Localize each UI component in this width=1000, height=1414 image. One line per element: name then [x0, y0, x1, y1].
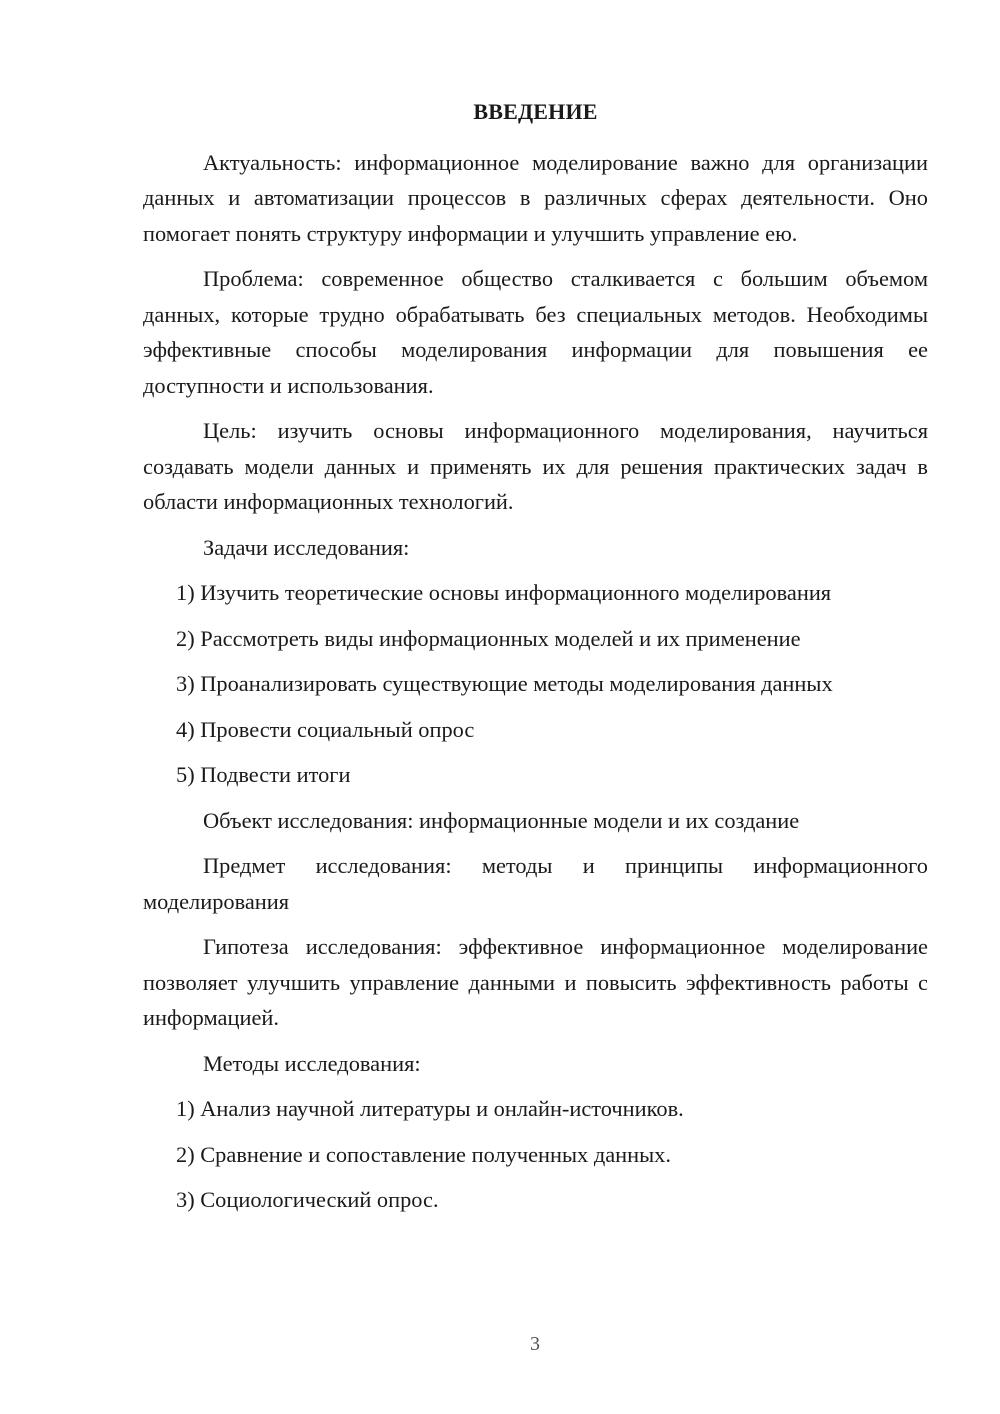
problem-paragraph: Проблема: современное общество сталкивается с большим объемом данных, которые трудно обрабатывать без специальных методов. Необходимы эффективные способы моделирования информации для повышения ее доступности и использования.	[143, 266, 928, 398]
page-number: 3	[530, 1333, 540, 1355]
page-title: ВВЕДЕНИЕ	[473, 99, 598, 124]
hypothesis-paragraph: Гипотеза исследования: эффективное информационное моделирование позволяет улучшить управление данными и повысить эффективность работы с информацией.	[143, 934, 928, 1030]
relevance-paragraph: Актуальность: информационное моделирование важно для организации данных и автоматизации процессов в различных сферах деятельности. Оно помогает понять структуру информации и улучшить управление ею.	[143, 149, 928, 246]
object-paragraph: Объект исследования: информационные модели и их создание	[203, 807, 800, 833]
list-item: 3) Социологический опрос.	[176, 1187, 439, 1212]
list-item: 1) Анализ научной литературы и онлайн-источников.	[176, 1096, 684, 1121]
goal-paragraph: Цель: изучить основы информационного моделирования, научиться создавать модели данных и применять их для решения практических задач в области информационных технологий.	[143, 418, 928, 514]
list-item: 2) Рассмотреть виды информационных моделей и их применение	[176, 625, 801, 651]
list-item: 4) Провести социальный опрос	[176, 716, 475, 742]
list-item: 3) Проанализировать существующие методы моделирования данных	[176, 671, 833, 696]
subject-paragraph: Предмет исследования: методы и принципы информационного моделирования	[143, 853, 928, 914]
list-item: 2) Сравнение и сопоставление полученных данных.	[176, 1141, 671, 1167]
list-item: 5) Подвести итоги	[176, 762, 351, 787]
document-page	[143, 94, 928, 1228]
methods-list	[143, 1091, 928, 1218]
methods-heading: Методы исследования:	[203, 1050, 421, 1076]
tasks-list	[143, 575, 928, 793]
list-item: 1) Изучить теоретические основы информационного моделирования	[176, 580, 832, 605]
tasks-heading: Задачи исследования:	[203, 534, 410, 560]
